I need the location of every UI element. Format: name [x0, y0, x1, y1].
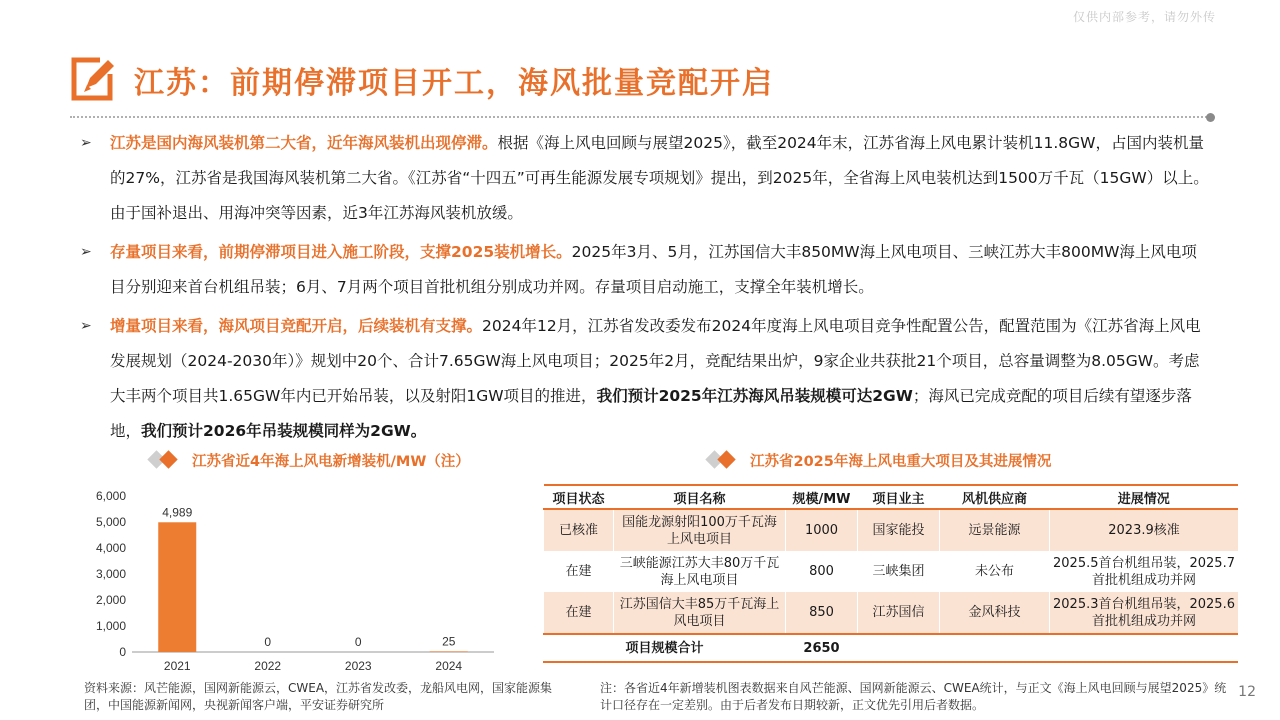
diamond-icon — [717, 450, 735, 468]
y-tick-label: 2,000 — [95, 593, 126, 607]
table-cell: 国能龙源射阳100万千瓦海上风电项目 — [614, 509, 786, 551]
arrow-bullet-icon: ➢ — [80, 318, 92, 334]
diamond-icon — [159, 450, 177, 468]
projects-table — [543, 484, 1238, 663]
data-label: 0 — [354, 635, 362, 649]
column-header: 项目状态 — [544, 485, 614, 509]
x-tick-label: 2021 — [163, 659, 191, 673]
y-tick-label: 0 — [119, 645, 126, 659]
arrow-bullet-icon: ➢ — [80, 244, 92, 260]
x-tick-label: 2022 — [254, 659, 282, 673]
table-cell: 未公布 — [940, 551, 1050, 592]
title-divider — [70, 116, 1210, 118]
footnote: 注：各省近4年新增装机图表数据来自风芒能源、国网新能源云、CWEA统计，与正文《海上风电回顾与展望2025》统计口径存在一定差别。由于后者发布日期较新，正文优先引用后者数据。 — [600, 681, 1227, 712]
table-row — [544, 551, 1239, 592]
bullet-bold-text: 我们预计2025年江苏海风吊装规模可达2GW — [596, 387, 913, 405]
edit-pencil-icon — [70, 56, 116, 102]
bullet-item — [80, 235, 1210, 305]
column-header: 进展情况 — [1050, 485, 1239, 509]
column-header: 规模/MW — [786, 485, 858, 509]
column-header: 项目业主 — [858, 485, 940, 509]
bullet-text: 2025年3月、5月，江苏国信大丰850MW海上风电项目、三峡江苏大丰800MW海上风电项目分别迎来首台机组吊装；6月、7月两个项目首批机组分别成功并网。存量项目启动施工，支撑全年装机增长。 — [110, 243, 1197, 296]
table-section-title: 江苏省2025年海上风电重大项目及其进展情况 — [750, 454, 1052, 470]
x-tick-label: 2023 — [344, 659, 372, 673]
total-label: 项目规模合计 — [544, 634, 786, 662]
capacity-bar-chart — [84, 480, 524, 680]
table-cell: 800 — [786, 551, 858, 592]
table-cell: 2025.3首台机组吊装，2025.6首批机组成功并网 — [1050, 592, 1239, 634]
bullet-highlight: 存量项目来看，前期停滞项目进入施工阶段，支撑2025装机增长。 — [110, 243, 572, 261]
table-total-row — [544, 634, 1239, 662]
bullet-item — [80, 309, 1210, 449]
bullet-list — [80, 126, 1210, 453]
data-label: 0 — [264, 635, 272, 649]
table-cell: 三峡集团 — [858, 551, 940, 592]
y-tick-label: 4,000 — [95, 541, 126, 555]
table-cell — [858, 634, 1239, 662]
bullet-text: ；海风已完成竞配的项目后续有望逐步落地， — [110, 387, 1192, 440]
table-cell: 2025.5首台机组吊装，2025.7首批机组成功并网 — [1050, 551, 1239, 592]
table-cell: 远景能源 — [940, 509, 1050, 551]
y-tick-label: 1,000 — [95, 619, 126, 633]
chart-section-title: 江苏省近4年海上风电新增装机/MW（注） — [192, 454, 470, 470]
source-note: 资料来源：风芒能源，国网新能源云，CWEA，江苏省发改委，龙船风电网，国家能源集团，中国能源新闻网，央视新闻客户端，平安证券研究所 — [84, 681, 553, 712]
x-tick-label: 2024 — [435, 659, 463, 673]
table-cell: 在建 — [544, 551, 614, 592]
divider-dot — [1206, 113, 1215, 122]
table-row — [544, 592, 1239, 634]
bullet-highlight: 增量项目来看，海风项目竞配开启，后续装机有支撑。 — [110, 317, 483, 335]
page-number: 12 — [1238, 684, 1256, 700]
bullet-bold-text: 我们预计2026年吊装规模同样为2GW。 — [141, 422, 427, 440]
column-header: 项目名称 — [614, 485, 786, 509]
y-tick-label: 3,000 — [95, 567, 126, 581]
table-cell: 国家能投 — [858, 509, 940, 551]
table-cell: 1000 — [786, 509, 858, 551]
table-cell: 三峡能源江苏大丰80万千瓦海上风电项目 — [614, 551, 786, 592]
column-header: 风机供应商 — [940, 485, 1050, 509]
table-cell: 金风科技 — [940, 592, 1050, 634]
bar — [430, 651, 468, 652]
data-label: 25 — [442, 634, 456, 649]
arrow-bullet-icon: ➢ — [80, 135, 92, 151]
bullet-text: 根据《海上风电回顾与展望2025》，截至2024年末，江苏省海上风电累计装机11.8GW，占国内装机量的27%，江苏省是我国海风装机第二大省。《江苏省“十四五”可再生能源发展专项规划》提出，到2025年，全省海上风电装机达到1500万千瓦（15GW）以上。由于国补退出、用海冲突等因素，近3年江苏海风装机放缓。 — [110, 134, 1209, 222]
page-title: 江苏：前期停滞项目开工，海风批量竞配开启 — [134, 66, 774, 101]
y-tick-label: 5,000 — [95, 515, 126, 529]
watermark: 仅供内部参考，请勿外传 — [1072, 10, 1216, 24]
data-label: 4,989 — [162, 505, 193, 520]
total-value: 2650 — [786, 634, 858, 662]
table-header-row — [544, 485, 1239, 509]
table-cell: 2023.9核准 — [1050, 509, 1239, 551]
y-tick-label: 6,000 — [95, 489, 126, 503]
bullet-item — [80, 126, 1210, 231]
table-cell: 江苏国信大丰85万千瓦海上风电项目 — [614, 592, 786, 634]
bullet-highlight: 江苏是国内海风装机第二大省，近年海风装机出现停滞。 — [110, 134, 498, 152]
bullet-text: 2024年12月，江苏省发改委发布2024年度海上风电项目竞争性配置公告，配置范围为《江苏省海上风电发展规划（2024-2030年）》规划中20个、合计7.65GW海上风电项目；2025年2月，竞配结果出炉，9家企业共获批21个项目，总容量调整为8.05GW。考虑大丰两个项目共1.65GW年内已开始吊装，以及射阳1GW项目的推进， — [110, 317, 1201, 405]
table-cell: 850 — [786, 592, 858, 634]
table-cell: 江苏国信 — [858, 592, 940, 634]
table-row — [544, 509, 1239, 551]
bar — [158, 522, 196, 652]
table-cell: 在建 — [544, 592, 614, 634]
table-cell: 已核准 — [544, 509, 614, 551]
